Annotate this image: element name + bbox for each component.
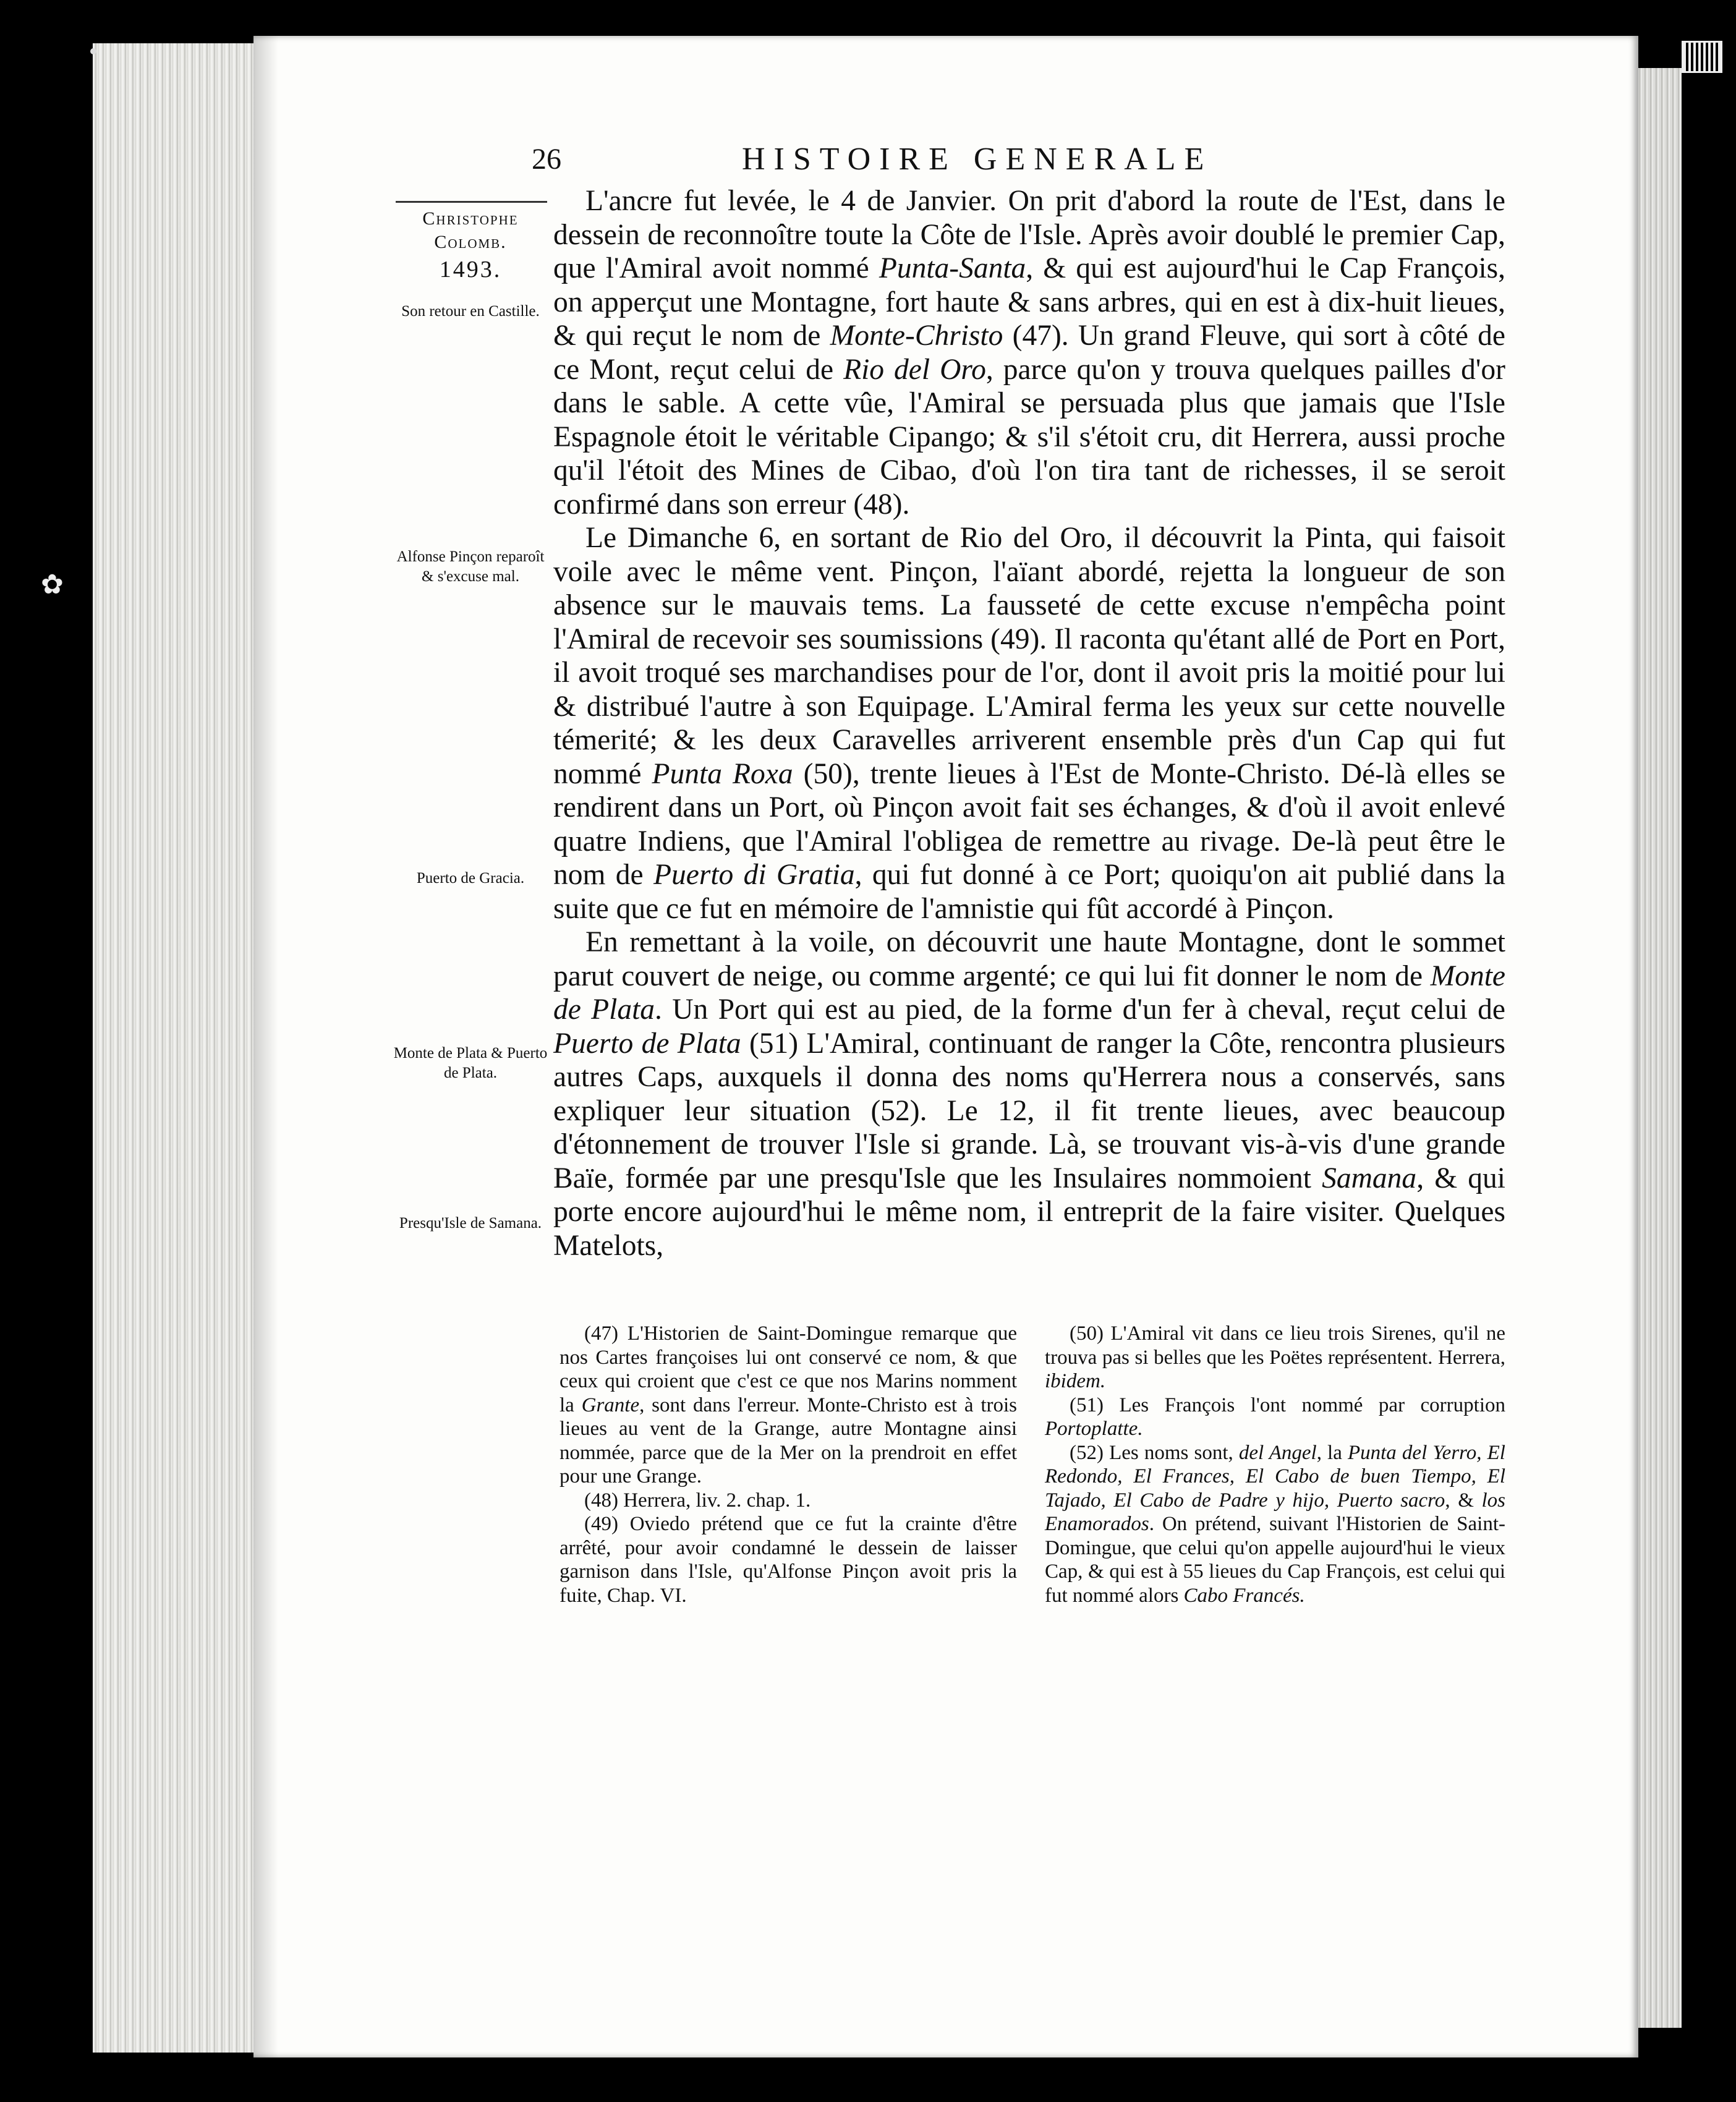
text-run: (47). Un grand Fleuve, qui sort à côté de ce Mont, reçut celui de (553, 320, 1505, 386)
ink-blot-mark: ✿ (41, 569, 64, 600)
text-run: En remettant à la voile, on découvrit une haute Montagne, dont le sommet parut couvert de neige, ou comme argenté; ce qui lui fit donner le nom de (553, 926, 1505, 992)
margin-note-pincon: Alfonse Pinçon reparoît & s'excuse mal. (396, 548, 545, 585)
paragraph-2 (553, 521, 1505, 925)
text-run: . Un Port qui est au pied, de la forme d'un fer à cheval, reçut celui de (655, 994, 1505, 1026)
gutter-shadow (253, 36, 278, 2057)
text-run: , parce qu'on y trouva quelques pailles d'or dans le sable. A cette vûe, l'Amiral se persuada plus que jamais que l'Isle Espagnole étoit le véritable Cipango; & s'il s'étoit cru, dit Herrera, aussi proche qu'il l'étoit des Mines de Cibao, d'où l'on tira tant de richesses, il se seroit confirmé dans son erreur (48). (553, 353, 1505, 521)
italic-run: Monte de Plata (553, 960, 1505, 1026)
text-run: , sont dans l'erreur. Monte-Christo est à trois lieues au vent de la Grange, autre Montagne ainsi nommée, parce que de la Mer on la prendroit en effet pour une Grange. (560, 1394, 1017, 1487)
italic-run: ibidem. (1045, 1370, 1106, 1392)
italic-run: Punta Roxa (652, 757, 793, 790)
italic-run: los Enamorados (1045, 1489, 1505, 1535)
italic-run: Samana (1322, 1162, 1417, 1194)
page-edges-left (93, 43, 260, 2053)
italic-run: Grante (581, 1394, 640, 1416)
margin-rule (396, 201, 547, 203)
footnote-48: (48) Herrera, liv. 2. chap. 1. (584, 1489, 811, 1512)
text-run: , la (1316, 1441, 1348, 1464)
italic-run: Portoplatte. (1045, 1418, 1143, 1440)
scan-speck (90, 48, 96, 54)
footnote-47 (560, 1322, 1017, 1489)
paragraph-1 (553, 184, 1505, 521)
italic-run: Monte-Christo (830, 320, 1003, 352)
page-header (532, 141, 1329, 184)
text-run: Le Dimanche 6, en sortant de Rio del Oro, il découvrit la Pinta, qui faisoit voile avec le même vent. Pinçon, l'aïant abordé, rejetta la longueur de son absence sur le mauvais tems. La fausseté de cette excuse n'empêcha point l'Amiral de recevoir ses soumissions (49). Il raconta qu'étant allé de Port en Port, il avoit troqué ses marchandises pour de l'or, dont il avoit pris la moitié pour lui & distribué l'autre à son Equipage. L'Amiral ferma les yeux sur cette nouvelle témerité; & les deux Caravelles arriverent ensemble près d'un Cap qui fut nommé (553, 522, 1505, 790)
text-run: , qui fut donné à ce Port; quoiqu'on ait publié dans la suite que ce fut en mémoire de l'amnistie qui fût accordé à Pinçon. (553, 859, 1506, 925)
italic-run: Puerto de Plata (553, 1027, 741, 1060)
scan-target-mark (1682, 41, 1722, 73)
text-run: L'ancre fut levée, le 4 de Janvier. On prit d'abord la route de l'Est, dans le dessein de reconnoître toute la Côte de l'Isle. Après avoir doublé le premier Cap, que l'Amiral avoit nommé (553, 185, 1505, 284)
footnote-52 (1045, 1441, 1505, 1608)
text-run: , & (1445, 1489, 1482, 1512)
italic-run: Punta del Yerro, El Redondo, El Frances, El Cabo de buen Tiempo, El Tajado, El Cabo de Padre y hijo, Puerto sacro (1045, 1441, 1505, 1512)
text-run: (52) Les noms sont, (1070, 1441, 1239, 1464)
page-edges-right (1632, 68, 1682, 2028)
italic-run: del Angel (1238, 1441, 1317, 1464)
text-run: (51) Les François l'ont nommé par corruption (1070, 1394, 1505, 1416)
margin-note-retour: Son retour en Castille. (401, 303, 540, 320)
footnotes-right (1045, 1322, 1505, 1607)
margin-note-samana: Presqu'Isle de Samana. (399, 1215, 542, 1232)
text-run: (47) L'Historien de Saint-Domingue remarque que nos Cartes françoises lui ont conservé ce nom, & que ceux qui croient que c'est ce que nos Marins nomment la (560, 1322, 1017, 1416)
margin-author: Christophe Colomb. (422, 208, 519, 252)
main-text (553, 184, 1505, 1262)
italic-run: Punta-Santa (879, 252, 1026, 284)
text-run: (51) L'Amiral, continuant de ranger la Côte, rencontra plusieurs autres Caps, auxquels il donna des noms qu'Herrera nous a conservés, sans expliquer leur situation (52). Le 12, il fit trente lieues, avec beaucoup d'étonnement de trouver l'Isle si grande. Là, se trouvant vis-à-vis d'une grande Baïe, formée par une presqu'Isle que les Insulaires nommoient (553, 1027, 1505, 1194)
italic-run: Cabo Francés. (1183, 1584, 1305, 1607)
footnotes-left (560, 1322, 1017, 1607)
margin-note-plata: Monte de Plata & Puerto de Plata. (393, 1045, 548, 1081)
running-head: HISTOIRE GENERALE (742, 142, 1213, 177)
footnote-51 (1045, 1394, 1505, 1441)
margin-note-gracia: Puerto de Gracia. (416, 870, 525, 887)
italic-run: Rio del Oro (843, 353, 986, 386)
text-run: , & qui est aujourd'hui le Cap François, on apperçut une Montagne, fort haute & sans arbres, qui en est à dix-huit lieues, & qui reçut le nom de (553, 252, 1506, 352)
page-number: 26 (532, 143, 561, 176)
margin-year: 1493. (439, 257, 502, 283)
text-run: . On prétend, suivant l'Historien de Saint-Domingue, que celui qu'on appelle aujourd'hui le vieux Cap, & qui est à 55 lieues du Cap François, est celui qui fut nommé alors (1045, 1513, 1505, 1607)
italic-run: Puerto di Gratia (653, 859, 855, 891)
paragraph-3 (553, 925, 1505, 1262)
text-run: (50), trente lieues à l'Est de Monte-Christo. Dé-là elles se rendirent dans un Port, où Pinçon avoit fait ses échanges, & d'où il avoit enlevé quatre Indiens, que l'Amiral l'obligea de remettre au rivage. De-là peut être le nom de (553, 757, 1506, 891)
text-run: (50) L'Amiral vit dans ce lieu trois Sirenes, qu'il ne trouva pas si belles que les Poëtes représentent. Herrera, (1045, 1322, 1505, 1369)
text-run: , & qui porte encore aujourd'hui le même nom, il entreprit de la faire visiter. Quelques Matelots, (553, 1162, 1505, 1262)
footnote-49: (49) Oviedo prétend que ce fut la crainte d'être arrêté, pour avoir condamné le dessein de laisser garnison dans l'Isle, qu'Alfonse Pinçon avoit pris la fuite, Chap. VI. (560, 1513, 1017, 1607)
footnote-50 (1045, 1322, 1505, 1394)
